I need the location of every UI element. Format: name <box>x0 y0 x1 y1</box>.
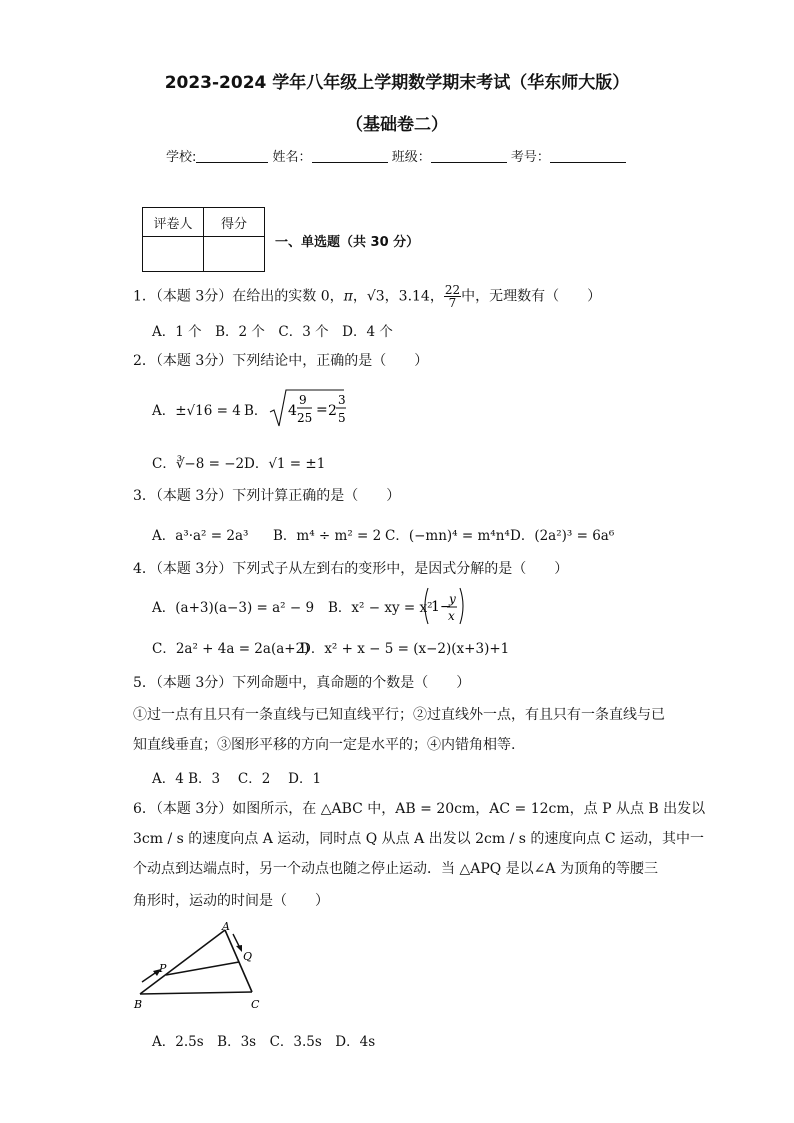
q3-option-d: D．(2a²)³ = 6a⁶ <box>510 528 615 544</box>
grader-header: 评卷人 <box>143 208 204 237</box>
q5-line-1: ①过一点有且只有一条直线与已知直线平行；②过直线外一点，有且只有一条直线与已 <box>133 707 665 723</box>
class-field[interactable] <box>431 148 507 163</box>
q3-option-b: B．m⁴ ÷ m² = 2 <box>273 528 382 544</box>
q4-option-b-label: B．x² − xy = x² <box>328 600 433 616</box>
question-1: 1．（本题 3分）在给出的实数 0，π，√3，3.14， $\frac{22}{7}$ 中，无理数有（ ） <box>133 283 602 310</box>
question-6: 6．（本题 3分）如图所示，在 △ABC 中，AB = 20cm，AC = 12cm，点 P 从点 B 出发以 <box>133 801 706 817</box>
q5-options: A．4 B．3 C．2 D．1 <box>152 771 322 787</box>
class-label: 班级： <box>391 150 431 165</box>
svg-text:y: y <box>449 592 456 606</box>
score-table <box>142 207 265 272</box>
info-line <box>166 146 626 165</box>
q6-line-4: 角形时，运动的时间是（ ） <box>133 893 329 909</box>
q3-option-a: A．a³·a² = 2a³ <box>152 528 249 544</box>
svg-text:4: 4 <box>288 403 297 419</box>
label-C: C <box>251 998 260 1011</box>
sqrt3: √3 <box>366 288 385 305</box>
svg-text:3: 3 <box>338 393 346 407</box>
label-P: P <box>159 962 167 975</box>
label-B: B <box>134 998 143 1011</box>
triangle-figure <box>130 918 270 1018</box>
q1-stem-a: 1．（本题 3分）在给出的实数 0， <box>133 288 344 305</box>
q3-option-c: C．(−mn)⁴ = m⁴n⁴ <box>385 528 510 544</box>
q2-option-d: D．√1 = ±1 <box>244 456 326 472</box>
q2-option-c: C．∛−8 = −2 <box>152 456 245 472</box>
q1-options: A．1 个 B．2 个 C．3 个 D．4 个 <box>152 324 393 340</box>
q5-line-2: 知直线垂直；③图形平移的方向一定是水平的；④内错角相等. <box>133 737 516 753</box>
q6-line-3: 个动点到达端点时，另一个动点也随之停止运动．当 △APQ 是以∠A 为顶角的等腰三 <box>133 861 658 877</box>
question-2: 2．（本题 3分）下列结论中，正确的是（ ） <box>133 353 429 369</box>
q4-option-c: C．2a² + 4a = 2a(a+2) <box>152 641 310 657</box>
page-subtitle: （基础卷二） <box>346 115 448 135</box>
q4-option-d: D．x² + x − 5 = (x−2)(x+3)+1 <box>300 641 510 657</box>
question-4: 4．（本题 3分）下列式子从左到右的变形中，是因式分解的是（ ） <box>133 561 569 577</box>
svg-text:1−: 1− <box>431 599 452 615</box>
page-title: 2023-2024 学年八年级上学期数学期末考试（华东师大版） <box>164 73 630 93</box>
q6-options: A．2.5s B．3s C．3.5s D．4s <box>152 1034 376 1050</box>
question-3: 3．（本题 3分）下列计算正确的是（ ） <box>133 488 401 504</box>
svg-text:x: x <box>448 609 455 623</box>
school-label: 学校: <box>166 150 197 165</box>
svg-text:9: 9 <box>299 393 307 407</box>
svg-text:=: = <box>316 402 328 418</box>
name-label: 姓名： <box>272 150 312 165</box>
score-cell[interactable] <box>204 237 265 272</box>
q2-option-a: A．±√16 = 4 <box>152 403 241 419</box>
question-5: 5．（本题 3分）下列命题中，真命题的个数是（ ） <box>133 675 471 691</box>
q4-option-b-paren <box>422 586 466 626</box>
name-field[interactable] <box>312 148 388 163</box>
svg-text:25: 25 <box>297 411 313 425</box>
exam-number-label: 考号： <box>510 150 550 165</box>
q2-option-b-label: B． <box>244 403 268 419</box>
q1-stem-b: 中，无理数有（ ） <box>461 288 602 305</box>
grader-cell[interactable] <box>143 237 204 272</box>
fraction-22-7: $\frac{22}{7}$ <box>444 283 461 310</box>
svg-text:2: 2 <box>328 403 337 419</box>
svg-text:5: 5 <box>338 411 346 425</box>
q4-option-a: A．(a+3)(a−3) = a² − 9 <box>152 600 315 616</box>
q6-line-2: 3cm / s 的速度向点 A 运动，同时点 Q 从点 A 出发以 2cm / s 的速度向点 C 运动，其中一 <box>133 831 705 847</box>
exam-number-field[interactable] <box>550 148 626 163</box>
section-heading: 一、单选题（共 30 分） <box>275 235 420 250</box>
q1-num: ，3.14， <box>384 288 444 305</box>
score-header: 得分 <box>204 208 265 237</box>
q2-option-b-expression <box>268 386 348 430</box>
label-Q: Q <box>243 950 253 963</box>
pi-symbol: π <box>343 288 353 305</box>
label-A: A <box>222 920 230 933</box>
school-field[interactable] <box>196 148 268 163</box>
